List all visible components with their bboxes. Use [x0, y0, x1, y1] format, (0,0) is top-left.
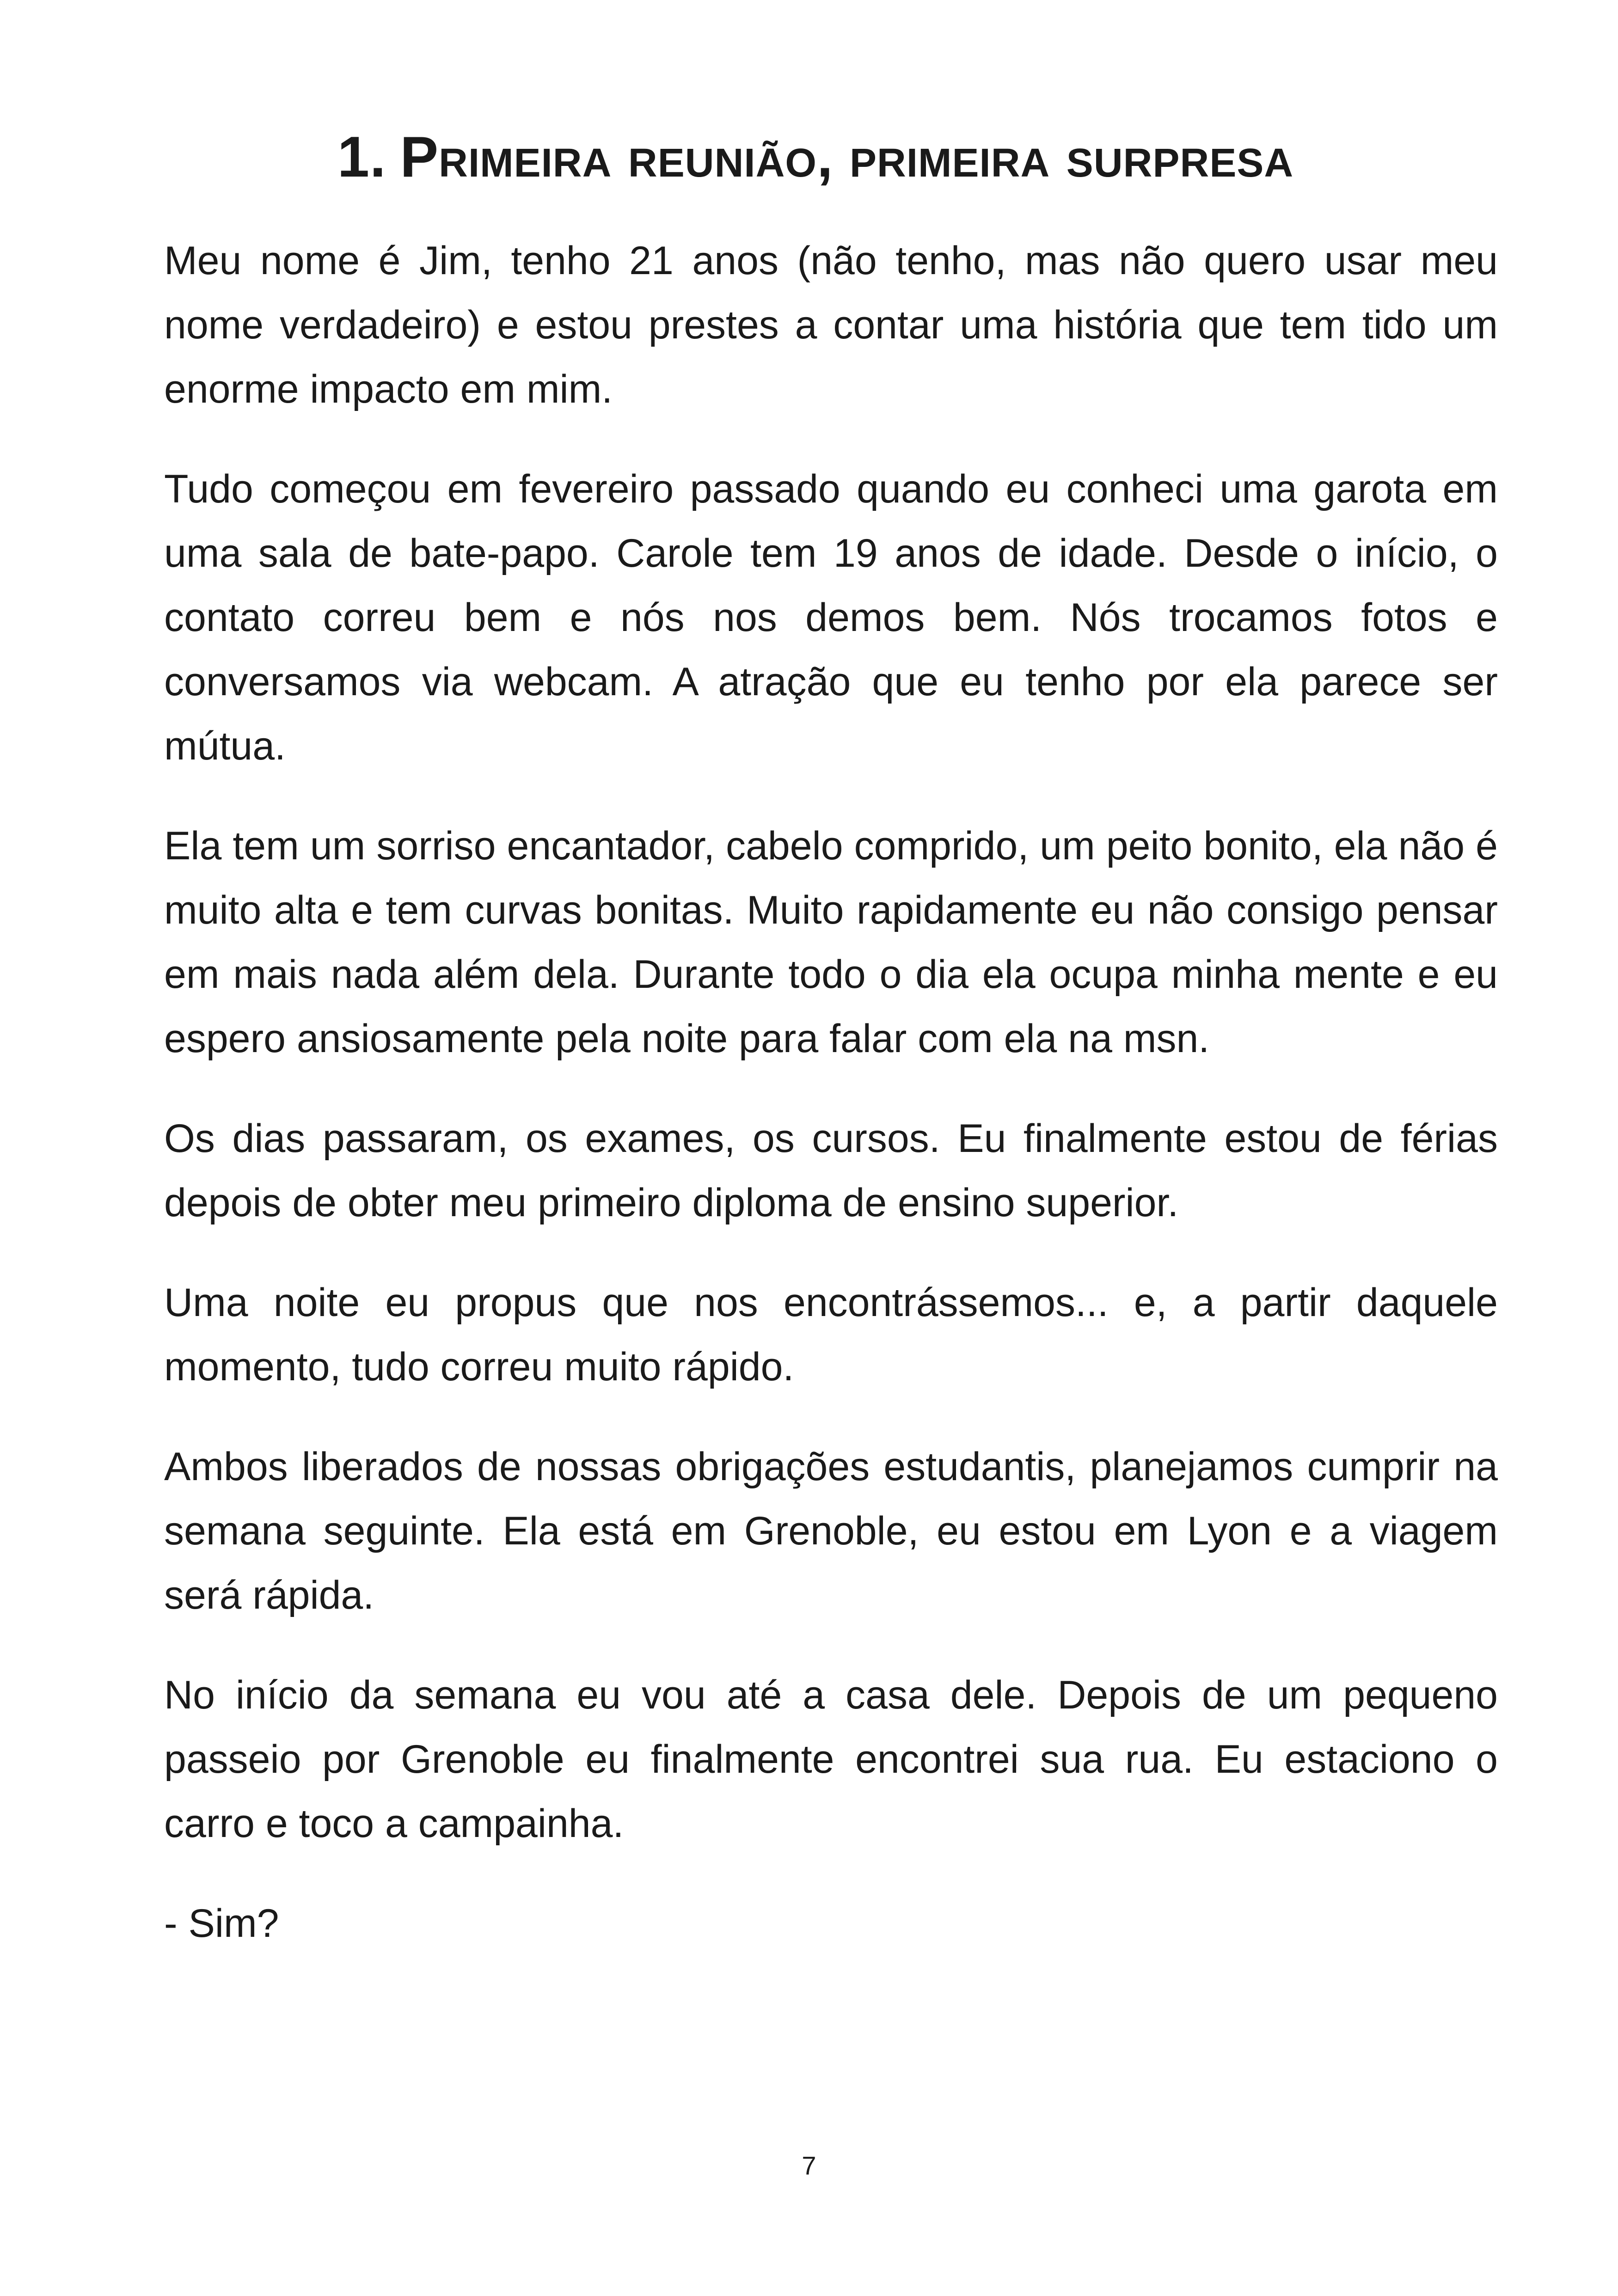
paragraph: Os dias passaram, os exames, os cursos. Eu finalmente estou de férias depois de obter meu primeiro diploma de ensino superior.	[164, 1116, 1498, 1225]
paragraph-dialogue: - Sim?	[164, 1901, 279, 1946]
paragraph: Ela tem um sorriso encantador, cabelo comprido, um peito bonito, ela não é muito alta e tem curvas bonitas. Muito rapidamente eu não consigo pensar em mais nada além dela. Durante todo o dia ela ocupa minha mente e eu espero ansiosamente pela noite para falar com ela na msn.	[164, 824, 1498, 1061]
chapter-number: 1.	[337, 125, 386, 189]
chapter-title	[337, 116, 1539, 199]
paragraph: No início da semana eu vou até a casa dele. Depois de um pequeno passeio por Grenoble eu finalmente encontrei sua rua. Eu estaciono o carro e toco a campainha.	[164, 1673, 1498, 1846]
paragraph: Ambos liberados de nossas obrigações estudantis, planejamos cumprir na semana seguinte. Ela está em Grenoble, eu estou em Lyon e a viagem será rápida.	[164, 1445, 1498, 1617]
chapter-body	[164, 229, 1498, 1991]
chapter-title-text: Primeira reunião, primeira surpresa	[400, 125, 1294, 189]
paragraph: Tudo começou em fevereiro passado quando eu conheci uma garota em uma sala de bate-papo. Carole tem 19 anos de idade. Desde o início, o contato correu bem e nós nos demos bem. Nós trocamos fotos e conversamos via webcam. A atração que eu tenho por ela parece ser mútua.	[164, 467, 1498, 768]
page-number: 7	[802, 2151, 816, 2180]
paragraph: Uma noite eu propus que nos encontrássemos... e, a partir daquele momento, tudo correu muito rápido.	[164, 1280, 1498, 1389]
paragraph: Meu nome é Jim, tenho 21 anos (não tenho, mas não quero usar meu nome verdadeiro) e estou prestes a contar uma história que tem tido um enorme impacto em mim.	[164, 239, 1498, 411]
